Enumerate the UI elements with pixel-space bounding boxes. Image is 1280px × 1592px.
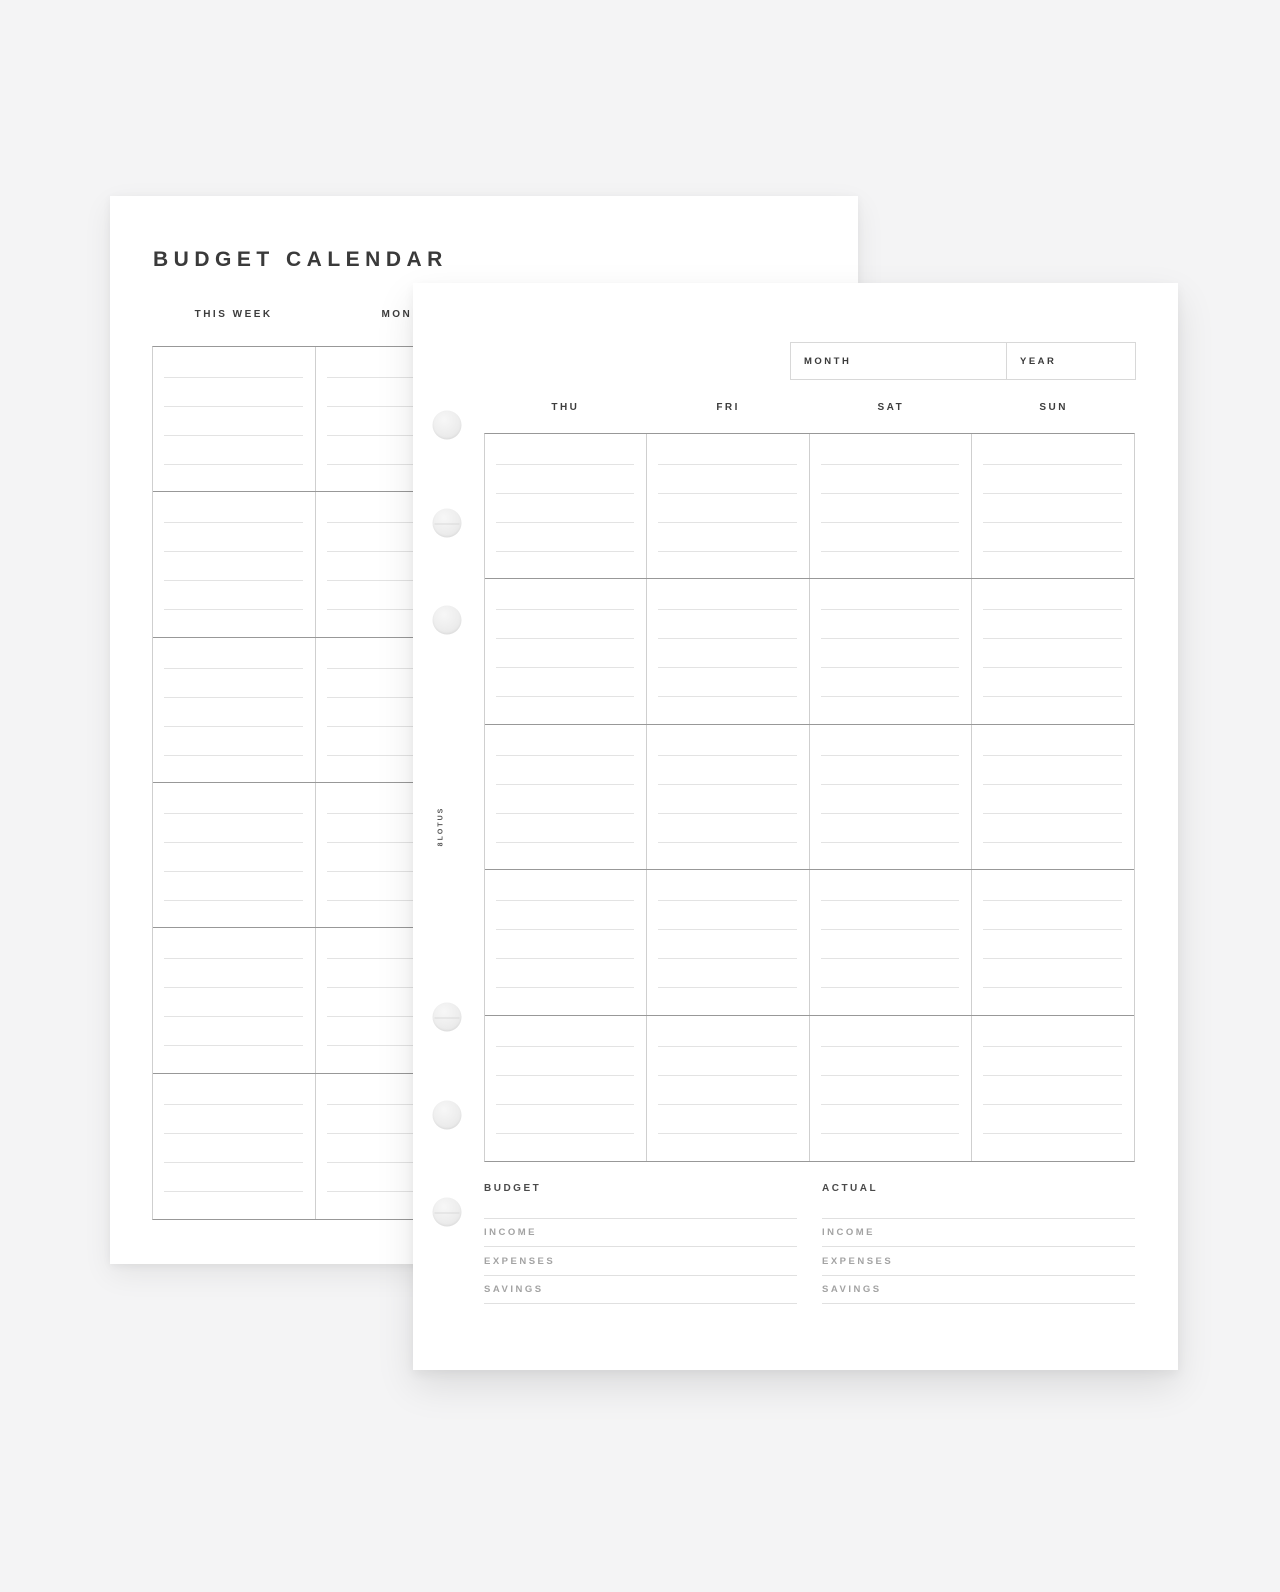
day-header-fri: FRI <box>716 402 740 413</box>
writing-line <box>983 551 1122 552</box>
writing-line <box>821 958 959 959</box>
writing-line <box>821 1104 959 1105</box>
calendar-day-cell <box>972 1016 1134 1161</box>
writing-line <box>496 842 634 843</box>
summary-row-label: SAVINGS <box>822 1283 882 1295</box>
writing-line <box>658 551 796 552</box>
column-header-mon: MON <box>381 309 413 320</box>
writing-line <box>164 726 303 727</box>
budget-section <box>484 1183 797 1304</box>
calendar-day-cell <box>153 492 316 636</box>
writing-line <box>164 580 303 581</box>
calendar-day-cell <box>647 579 809 723</box>
calendar-week-row <box>485 725 1134 870</box>
writing-line <box>983 1133 1122 1134</box>
writing-line <box>983 1075 1122 1076</box>
calendar-day-cell <box>810 434 972 578</box>
writing-line <box>164 406 303 407</box>
writing-line <box>164 813 303 814</box>
summary-row <box>822 1247 1135 1275</box>
binder-hole <box>433 509 462 538</box>
writing-line <box>164 958 303 959</box>
writing-line <box>164 1191 303 1192</box>
writing-line <box>821 609 959 610</box>
summary-row-label: SAVINGS <box>484 1283 544 1295</box>
writing-line <box>658 522 796 523</box>
calendar-day-cell <box>647 434 809 578</box>
front-calendar-grid <box>484 433 1135 1162</box>
calendar-week-row <box>485 870 1134 1015</box>
month-year-box <box>790 342 1136 380</box>
year-field <box>1007 343 1135 379</box>
writing-line <box>164 987 303 988</box>
writing-line <box>496 929 634 930</box>
calendar-day-cell <box>153 638 316 782</box>
writing-line <box>496 493 634 494</box>
writing-line <box>496 696 634 697</box>
writing-line <box>821 900 959 901</box>
summary-row-label: EXPENSES <box>822 1255 894 1267</box>
day-header-sun: SUN <box>1039 402 1068 413</box>
writing-line <box>821 696 959 697</box>
writing-line <box>658 958 796 959</box>
calendar-day-cell <box>972 434 1134 578</box>
calendar-day-cell <box>485 1016 647 1161</box>
writing-line <box>821 522 959 523</box>
writing-line <box>658 609 796 610</box>
writing-line <box>658 1133 796 1134</box>
summary-row <box>484 1276 797 1304</box>
writing-line <box>983 900 1122 901</box>
writing-line <box>164 609 303 610</box>
writing-line <box>983 842 1122 843</box>
summary-row-label: INCOME <box>822 1227 875 1239</box>
calendar-day-cell <box>810 725 972 869</box>
writing-line <box>164 755 303 756</box>
writing-line <box>658 755 796 756</box>
summary-row <box>484 1219 797 1247</box>
calendar-day-cell <box>153 783 316 927</box>
writing-line <box>496 667 634 668</box>
writing-line <box>496 900 634 901</box>
writing-line <box>164 1104 303 1105</box>
writing-line <box>983 784 1122 785</box>
writing-line <box>164 522 303 523</box>
writing-line <box>658 929 796 930</box>
writing-line <box>496 958 634 959</box>
writing-line <box>983 522 1122 523</box>
summary-row <box>484 1247 797 1275</box>
writing-line <box>164 842 303 843</box>
writing-line <box>821 667 959 668</box>
writing-line <box>983 638 1122 639</box>
writing-line <box>658 667 796 668</box>
writing-line <box>164 377 303 378</box>
calendar-day-cell <box>647 870 809 1014</box>
calendar-day-cell <box>485 434 647 578</box>
calendar-day-cell <box>153 928 316 1072</box>
actual-section <box>822 1183 1135 1304</box>
writing-line <box>821 493 959 494</box>
writing-line <box>983 464 1122 465</box>
binder-hole <box>433 606 462 635</box>
actual-section-title: ACTUAL <box>822 1183 879 1194</box>
calendar-day-cell <box>972 870 1134 1014</box>
writing-line <box>821 929 959 930</box>
writing-line <box>496 1104 634 1105</box>
calendar-day-cell <box>485 870 647 1014</box>
binder-hole <box>433 1003 462 1032</box>
writing-line <box>983 755 1122 756</box>
writing-line <box>983 987 1122 988</box>
writing-line <box>496 755 634 756</box>
writing-line <box>821 842 959 843</box>
writing-line <box>496 551 634 552</box>
writing-line <box>496 813 634 814</box>
summary-row <box>822 1219 1135 1247</box>
writing-line <box>983 1104 1122 1105</box>
calendar-day-cell <box>647 1016 809 1161</box>
year-label: YEAR <box>1020 355 1057 367</box>
writing-line <box>164 871 303 872</box>
calendar-week-row <box>485 579 1134 724</box>
writing-line <box>496 1046 634 1047</box>
writing-line <box>496 784 634 785</box>
writing-line <box>496 1133 634 1134</box>
calendar-week-row <box>485 434 1134 579</box>
calendar-day-cell <box>647 725 809 869</box>
calendar-day-cell <box>810 1016 972 1161</box>
writing-line <box>658 696 796 697</box>
writing-line <box>821 1075 959 1076</box>
writing-line <box>983 493 1122 494</box>
summary-row-label: INCOME <box>484 1227 537 1239</box>
writing-line <box>496 987 634 988</box>
budget-section-title: BUDGET <box>484 1183 542 1194</box>
calendar-day-cell <box>972 725 1134 869</box>
writing-line <box>821 784 959 785</box>
binder-hole <box>433 1101 462 1130</box>
calendar-day-cell <box>810 579 972 723</box>
writing-line <box>164 1133 303 1134</box>
writing-line <box>658 987 796 988</box>
writing-line <box>164 464 303 465</box>
calendar-day-cell <box>810 870 972 1014</box>
day-header-sat: SAT <box>877 402 905 413</box>
writing-line <box>496 1075 634 1076</box>
writing-line <box>164 435 303 436</box>
writing-line <box>821 1046 959 1047</box>
writing-line <box>164 1016 303 1017</box>
writing-line <box>496 522 634 523</box>
writing-line <box>983 958 1122 959</box>
writing-line <box>496 464 634 465</box>
writing-line <box>821 1133 959 1134</box>
writing-line <box>983 813 1122 814</box>
front-page <box>413 283 1178 1370</box>
writing-line <box>821 755 959 756</box>
writing-line <box>821 987 959 988</box>
writing-line <box>658 1046 796 1047</box>
month-label: MONTH <box>804 355 852 367</box>
writing-line <box>983 1046 1122 1047</box>
writing-line <box>658 784 796 785</box>
writing-line <box>658 813 796 814</box>
calendar-week-row <box>485 1016 1134 1161</box>
column-header-this-week: THIS WEEK <box>194 309 273 320</box>
writing-line <box>983 696 1122 697</box>
writing-line <box>164 1045 303 1046</box>
writing-line <box>983 667 1122 668</box>
writing-line <box>658 900 796 901</box>
calendar-day-cell <box>485 725 647 869</box>
writing-line <box>821 813 959 814</box>
writing-line <box>821 638 959 639</box>
writing-line <box>983 609 1122 610</box>
calendar-day-cell <box>485 579 647 723</box>
writing-line <box>164 900 303 901</box>
calendar-day-cell <box>972 579 1134 723</box>
binder-hole <box>433 411 462 440</box>
writing-line <box>658 638 796 639</box>
summary-row <box>822 1276 1135 1304</box>
writing-line <box>658 1075 796 1076</box>
writing-line <box>983 929 1122 930</box>
writing-line <box>164 668 303 669</box>
writing-line <box>658 493 796 494</box>
calendar-day-cell <box>153 1074 316 1219</box>
writing-line <box>658 842 796 843</box>
page-title: BUDGET CALENDAR <box>153 248 448 271</box>
writing-line <box>821 551 959 552</box>
binder-hole <box>433 1198 462 1227</box>
month-field <box>791 343 1007 379</box>
writing-line <box>658 1104 796 1105</box>
writing-line <box>496 638 634 639</box>
brand-vertical-text: 8LOTUS <box>437 806 445 847</box>
summary-row-label: EXPENSES <box>484 1255 556 1267</box>
calendar-day-cell <box>153 347 316 491</box>
writing-line <box>164 551 303 552</box>
writing-line <box>821 464 959 465</box>
day-header-thu: THU <box>551 402 580 413</box>
writing-line <box>164 697 303 698</box>
writing-line <box>496 609 634 610</box>
writing-line <box>164 1162 303 1163</box>
writing-line <box>658 464 796 465</box>
